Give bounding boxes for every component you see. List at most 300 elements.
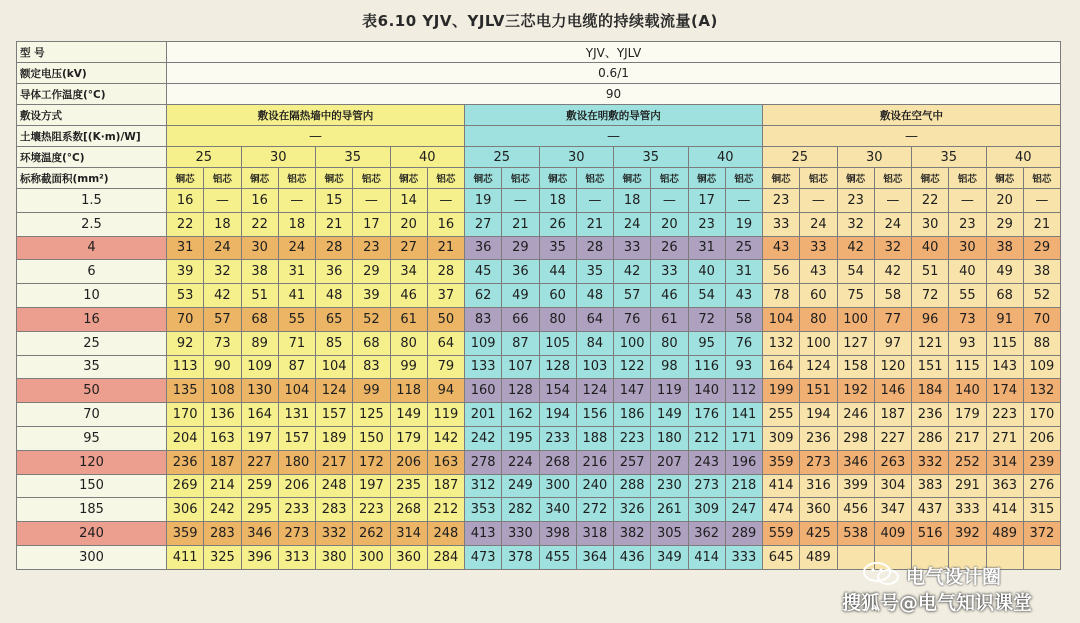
ampacity-cell: 24 [204,236,241,260]
ampacity-cell: 309 [763,426,800,450]
row-voltage [17,63,1061,84]
ampacity-cell: 20 [986,189,1023,213]
ampacity-cell: — [949,189,986,213]
ampacity-cell: 326 [614,498,651,522]
ampacity-cell: 318 [576,522,613,546]
ampacity-cell: 70 [1023,307,1060,331]
ampacity-table [16,41,1061,570]
ampacity-cell: 489 [800,545,837,569]
section-size: 10 [17,284,167,308]
table-row [17,403,1061,427]
ampacity-cell: 68 [353,331,390,355]
ampacity-cell: 156 [576,403,613,427]
ampacity-cell: 212 [688,426,725,450]
ampacity-cell: 32 [874,236,911,260]
ampacity-cell: 109 [465,331,502,355]
ampacity-cell: 83 [465,307,502,331]
ampacity-cell: 197 [353,474,390,498]
ampacity-cell: 38 [986,236,1023,260]
ampacity-cell: 16 [167,189,204,213]
ampacity-cell: 278 [465,450,502,474]
ampacity-cell: 309 [688,498,725,522]
ampacity-cell: 489 [986,522,1023,546]
ampacity-cell: 313 [278,545,315,569]
ampacity-cell: 289 [725,522,762,546]
ampacity-cell: 218 [725,474,762,498]
ampacity-cell: 57 [614,284,651,308]
ampacity-cell: 346 [241,522,278,546]
soil-value-c: — [763,126,1061,147]
table-row [17,331,1061,355]
ampacity-cell: 474 [763,498,800,522]
row-laying [17,105,1061,126]
ampacity-cell: 176 [688,403,725,427]
ampacity-cell: — [1023,189,1060,213]
ampacity-cell: 276 [1023,474,1060,498]
ampacity-cell: 58 [874,284,911,308]
ampacity-cell: 104 [278,379,315,403]
copper-header: 铜芯 [614,168,651,189]
ampacity-cell: 316 [800,474,837,498]
ampacity-cell: 55 [278,307,315,331]
ampacity-cell: 127 [837,331,874,355]
ampacity-cell: 32 [204,260,241,284]
ampacity-cell: 119 [427,403,464,427]
ampacity-cell: 26 [651,236,688,260]
ampacity-cell: 108 [204,379,241,403]
ampacity-cell: 26 [539,212,576,236]
ampacity-cell: 35 [539,236,576,260]
label-voltage: 额定电压(kV) [17,63,167,84]
table-row [17,379,1061,403]
ampacity-cell: 42 [874,260,911,284]
ampacity-cell: 187 [874,403,911,427]
ampacity-cell: 54 [688,284,725,308]
ampacity-cell: 65 [316,307,353,331]
ampacity-cell: 359 [167,522,204,546]
ampacity-cell: 347 [874,498,911,522]
ampacity-cell: 24 [278,236,315,260]
copper-header: 铜芯 [316,168,353,189]
ampacity-cell: 141 [725,403,762,427]
ampacity-cell: 262 [353,522,390,546]
ampacity-cell: 80 [539,307,576,331]
ambient-temp-cell: 40 [688,147,763,168]
table-row [17,284,1061,308]
ampacity-cell: 88 [1023,331,1060,355]
copper-header: 铜芯 [390,168,427,189]
ampacity-cell: — [427,189,464,213]
ampacity-cell: 60 [800,284,837,308]
ampacity-cell: 291 [949,474,986,498]
label-ambient: 环境温度(°C) [17,147,167,168]
ampacity-cell: 314 [390,522,427,546]
copper-header: 铜芯 [539,168,576,189]
ampacity-cell: 249 [502,474,539,498]
ampacity-cell: 64 [427,331,464,355]
copper-header: 铜芯 [763,168,800,189]
ampacity-cell: 195 [502,426,539,450]
ampacity-cell: 122 [614,355,651,379]
ampacity-cell: 22 [241,212,278,236]
ampacity-cell: 24 [800,212,837,236]
ampacity-cell: 79 [427,355,464,379]
ampacity-cell: 54 [837,260,874,284]
label-laying: 敷设方式 [17,105,167,126]
ampacity-cell: 36 [316,260,353,284]
ampacity-cell: 131 [278,403,315,427]
ampacity-cell: 16 [241,189,278,213]
aluminum-header: 铝芯 [651,168,688,189]
ampacity-cell: 61 [651,307,688,331]
ampacity-cell: 43 [725,284,762,308]
ambient-temp-cell: 30 [241,147,316,168]
ambient-temp-cell: 35 [614,147,689,168]
section-size: 35 [17,355,167,379]
ampacity-cell: 62 [465,284,502,308]
ampacity-cell: 49 [502,284,539,308]
ampacity-cell: 201 [465,403,502,427]
aluminum-header: 铝芯 [353,168,390,189]
ampacity-cell: 184 [912,379,949,403]
ampacity-cell: 188 [576,426,613,450]
ampacity-cell: 214 [204,474,241,498]
table-row [17,522,1061,546]
ampacity-cell: 217 [316,450,353,474]
ampacity-cell: 261 [651,498,688,522]
ampacity-cell: 140 [688,379,725,403]
ampacity-cell: 128 [539,355,576,379]
ampacity-cell: 325 [204,545,241,569]
section-size: 25 [17,331,167,355]
copper-header: 铜芯 [837,168,874,189]
ampacity-cell: 315 [1023,498,1060,522]
ampacity-cell: 33 [800,236,837,260]
ampacity-cell: 20 [651,212,688,236]
ampacity-cell: 104 [763,307,800,331]
table-row [17,426,1061,450]
ambient-temp-cell: 40 [986,147,1061,168]
ampacity-cell: 95 [688,331,725,355]
aluminum-header: 铝芯 [874,168,911,189]
ampacity-cell: 362 [688,522,725,546]
ampacity-cell: 164 [763,355,800,379]
ampacity-cell: 83 [353,355,390,379]
ampacity-cell: 130 [241,379,278,403]
ampacity-cell: 76 [725,331,762,355]
ampacity-cell: 364 [576,545,613,569]
ampacity-cell: 58 [725,307,762,331]
laying-group-surface-conduit: 敷设在明敷的导管内 [465,105,763,126]
ampacity-cell: 413 [465,522,502,546]
section-size: 4 [17,236,167,260]
ampacity-cell: — [353,189,390,213]
ampacity-cell: 45 [465,260,502,284]
ampacity-cell: 269 [167,474,204,498]
ampacity-cell: 104 [316,355,353,379]
ampacity-cell: 34 [390,260,427,284]
ampacity-cell: 78 [763,284,800,308]
ampacity-cell: 50 [427,307,464,331]
ampacity-cell: 235 [390,474,427,498]
ampacity-cell: 473 [465,545,502,569]
ampacity-cell: 23 [688,212,725,236]
ampacity-cell: 259 [241,474,278,498]
ampacity-cell: 436 [614,545,651,569]
ambient-temp-cell: 30 [837,147,912,168]
ampacity-cell: 24 [614,212,651,236]
section-size: 150 [17,474,167,498]
ampacity-cell: 21 [576,212,613,236]
ampacity-cell: 128 [502,379,539,403]
ampacity-cell: 19 [465,189,502,213]
ampacity-cell: 538 [837,522,874,546]
aluminum-header: 铝芯 [427,168,464,189]
ampacity-cell: 273 [278,522,315,546]
ampacity-cell: 61 [390,307,427,331]
ampacity-cell: 239 [1023,450,1060,474]
ampacity-cell: 363 [986,474,1023,498]
section-size: 16 [17,307,167,331]
ampacity-cell: 80 [800,307,837,331]
ampacity-cell: 52 [353,307,390,331]
ampacity-cell: 136 [204,403,241,427]
ampacity-cell: 51 [912,260,949,284]
ampacity-cell: 77 [874,307,911,331]
ampacity-cell: 142 [427,426,464,450]
ampacity-cell: 132 [763,331,800,355]
ampacity-cell: 22 [912,189,949,213]
ampacity-cell: 92 [167,331,204,355]
ampacity-cell: 17 [688,189,725,213]
ampacity-cell: 113 [167,355,204,379]
aluminum-header: 铝芯 [1023,168,1060,189]
ambient-temp-cell: 30 [539,147,614,168]
ampacity-cell: 158 [837,355,874,379]
ampacity-cell: 99 [390,355,427,379]
ampacity-cell: 49 [986,260,1023,284]
ampacity-cell: 109 [1023,355,1060,379]
ampacity-cell: 255 [763,403,800,427]
ampacity-cell: 304 [874,474,911,498]
table-row [17,260,1061,284]
ampacity-cell: 236 [912,403,949,427]
aluminum-header: 铝芯 [278,168,315,189]
ampacity-cell: 116 [688,355,725,379]
ampacity-cell: 252 [949,450,986,474]
ampacity-cell: 15 [316,189,353,213]
model-value: YJV、YJLV [167,42,1061,63]
ampacity-cell: 286 [912,426,949,450]
ampacity-cell: 89 [241,331,278,355]
ampacity-cell: 149 [651,403,688,427]
ampacity-cell: 85 [316,331,353,355]
ampacity-cell: 207 [651,450,688,474]
ampacity-cell: 93 [725,355,762,379]
ampacity-cell: 151 [912,355,949,379]
ampacity-cell: 409 [874,522,911,546]
ampacity-cell: 25 [725,236,762,260]
ampacity-cell: 18 [614,189,651,213]
ampacity-cell: 330 [502,522,539,546]
ampacity-cell: 30 [912,212,949,236]
ampacity-cell: 75 [837,284,874,308]
soil-value-a: — [167,126,465,147]
ampacity-cell: 645 [763,545,800,569]
watermark-source: 搜狐号@电气知识课堂 [842,592,1033,614]
ampacity-cell: 28 [427,260,464,284]
aluminum-header: 铝芯 [502,168,539,189]
ampacity-cell: 31 [688,236,725,260]
ampacity-cell: 411 [167,545,204,569]
ampacity-cell: 157 [278,426,315,450]
label-model: 型 号 [17,42,167,63]
ampacity-cell: 283 [204,522,241,546]
ampacity-cell: 91 [986,307,1023,331]
ampacity-cell: 242 [465,426,502,450]
ampacity-cell: 247 [725,498,762,522]
ampacity-cell: 240 [576,474,613,498]
ampacity-cell: 120 [874,355,911,379]
ampacity-cell: 30 [241,236,278,260]
ampacity-cell: 163 [204,426,241,450]
ampacity-cell: 115 [986,331,1023,355]
ampacity-cell: 414 [986,498,1023,522]
ampacity-cell: 121 [912,331,949,355]
ambient-temp-cell: 35 [316,147,391,168]
ampacity-cell: 100 [614,331,651,355]
table-row [17,236,1061,260]
ampacity-cell: 248 [427,522,464,546]
laying-group-in-air: 敷设在空气中 [763,105,1061,126]
ampacity-cell: 204 [167,426,204,450]
ampacity-cell: 171 [725,426,762,450]
ampacity-cell: 48 [576,284,613,308]
ampacity-cell: 100 [800,331,837,355]
ampacity-cell: 248 [316,474,353,498]
ampacity-cell: 35 [576,260,613,284]
aluminum-header: 铝芯 [949,168,986,189]
ampacity-cell: 76 [614,307,651,331]
ampacity-cell: 170 [1023,403,1060,427]
ampacity-cell: 179 [390,426,427,450]
laying-group-insulated-wall: 敷设在隔热墙中的导管内 [167,105,465,126]
ampacity-cell: 559 [763,522,800,546]
ampacity-cell: 119 [651,379,688,403]
ampacity-cell: 39 [353,284,390,308]
ampacity-cell: 360 [390,545,427,569]
ampacity-cell: 194 [539,403,576,427]
ampacity-cell: 23 [353,236,390,260]
section-size: 185 [17,498,167,522]
aluminum-header: 铝芯 [576,168,613,189]
section-size: 50 [17,379,167,403]
ampacity-cell: 149 [390,403,427,427]
ampacity-cell: 380 [316,545,353,569]
table-row [17,450,1061,474]
ampacity-cell: 48 [316,284,353,308]
ampacity-cell: 96 [912,307,949,331]
ampacity-cell: 223 [353,498,390,522]
ampacity-cell: 516 [912,522,949,546]
ampacity-cell: 180 [651,426,688,450]
ampacity-cell: 99 [353,379,390,403]
ampacity-cell: 243 [688,450,725,474]
table-row [17,545,1061,569]
ampacity-cell: 150 [353,426,390,450]
table-row [17,498,1061,522]
ampacity-cell: 288 [614,474,651,498]
ampacity-cell: 140 [949,379,986,403]
ampacity-cell: 84 [576,331,613,355]
ampacity-cell: 18 [204,212,241,236]
ampacity-cell: 199 [763,379,800,403]
ampacity-cell: 437 [912,498,949,522]
ampacity-cell: 23 [837,189,874,213]
ampacity-cell: 64 [576,307,613,331]
ambient-temp-cell: 25 [167,147,242,168]
ampacity-cell: 223 [986,403,1023,427]
ampacity-cell: 268 [390,498,427,522]
ampacity-cell: 306 [167,498,204,522]
ampacity-cell: 414 [763,474,800,498]
ampacity-cell: 24 [874,212,911,236]
ampacity-cell: 383 [912,474,949,498]
ampacity-cell: 105 [539,331,576,355]
ampacity-cell: 217 [949,426,986,450]
ampacity-cell: 44 [539,260,576,284]
ampacity-cell: 414 [688,545,725,569]
ampacity-cell: 112 [725,379,762,403]
section-size: 240 [17,522,167,546]
ampacity-cell: 72 [912,284,949,308]
table-row [17,307,1061,331]
section-size: 1.5 [17,189,167,213]
ampacity-cell: 33 [651,260,688,284]
ampacity-cell: — [800,189,837,213]
ampacity-cell: 163 [427,450,464,474]
ampacity-cell: 21 [502,212,539,236]
ampacity-cell: 197 [241,426,278,450]
ampacity-cell: 20 [390,212,427,236]
table-row [17,212,1061,236]
ampacity-cell: 162 [502,403,539,427]
row-soil [17,126,1061,147]
ampacity-cell: 52 [1023,284,1060,308]
ampacity-cell: 192 [837,379,874,403]
ampacity-cell: 73 [204,331,241,355]
ampacity-cell: 27 [465,212,502,236]
section-size: 6 [17,260,167,284]
ampacity-cell: 60 [539,284,576,308]
label-soil: 土壤热阻系数[(K·m)/W] [17,126,167,147]
ampacity-cell: — [651,189,688,213]
ampacity-cell: 151 [800,379,837,403]
ampacity-cell: 80 [651,331,688,355]
aluminum-header: 铝芯 [800,168,837,189]
copper-header: 铜芯 [167,168,204,189]
ampacity-cell: 223 [614,426,651,450]
copper-header: 铜芯 [912,168,949,189]
aluminum-header: 铝芯 [725,168,762,189]
ampacity-cell: — [204,189,241,213]
ampacity-cell: 31 [725,260,762,284]
ampacity-cell: 425 [800,522,837,546]
ampacity-cell: 272 [576,498,613,522]
copper-header: 铜芯 [241,168,278,189]
ampacity-cell: 28 [576,236,613,260]
ampacity-cell: 170 [167,403,204,427]
